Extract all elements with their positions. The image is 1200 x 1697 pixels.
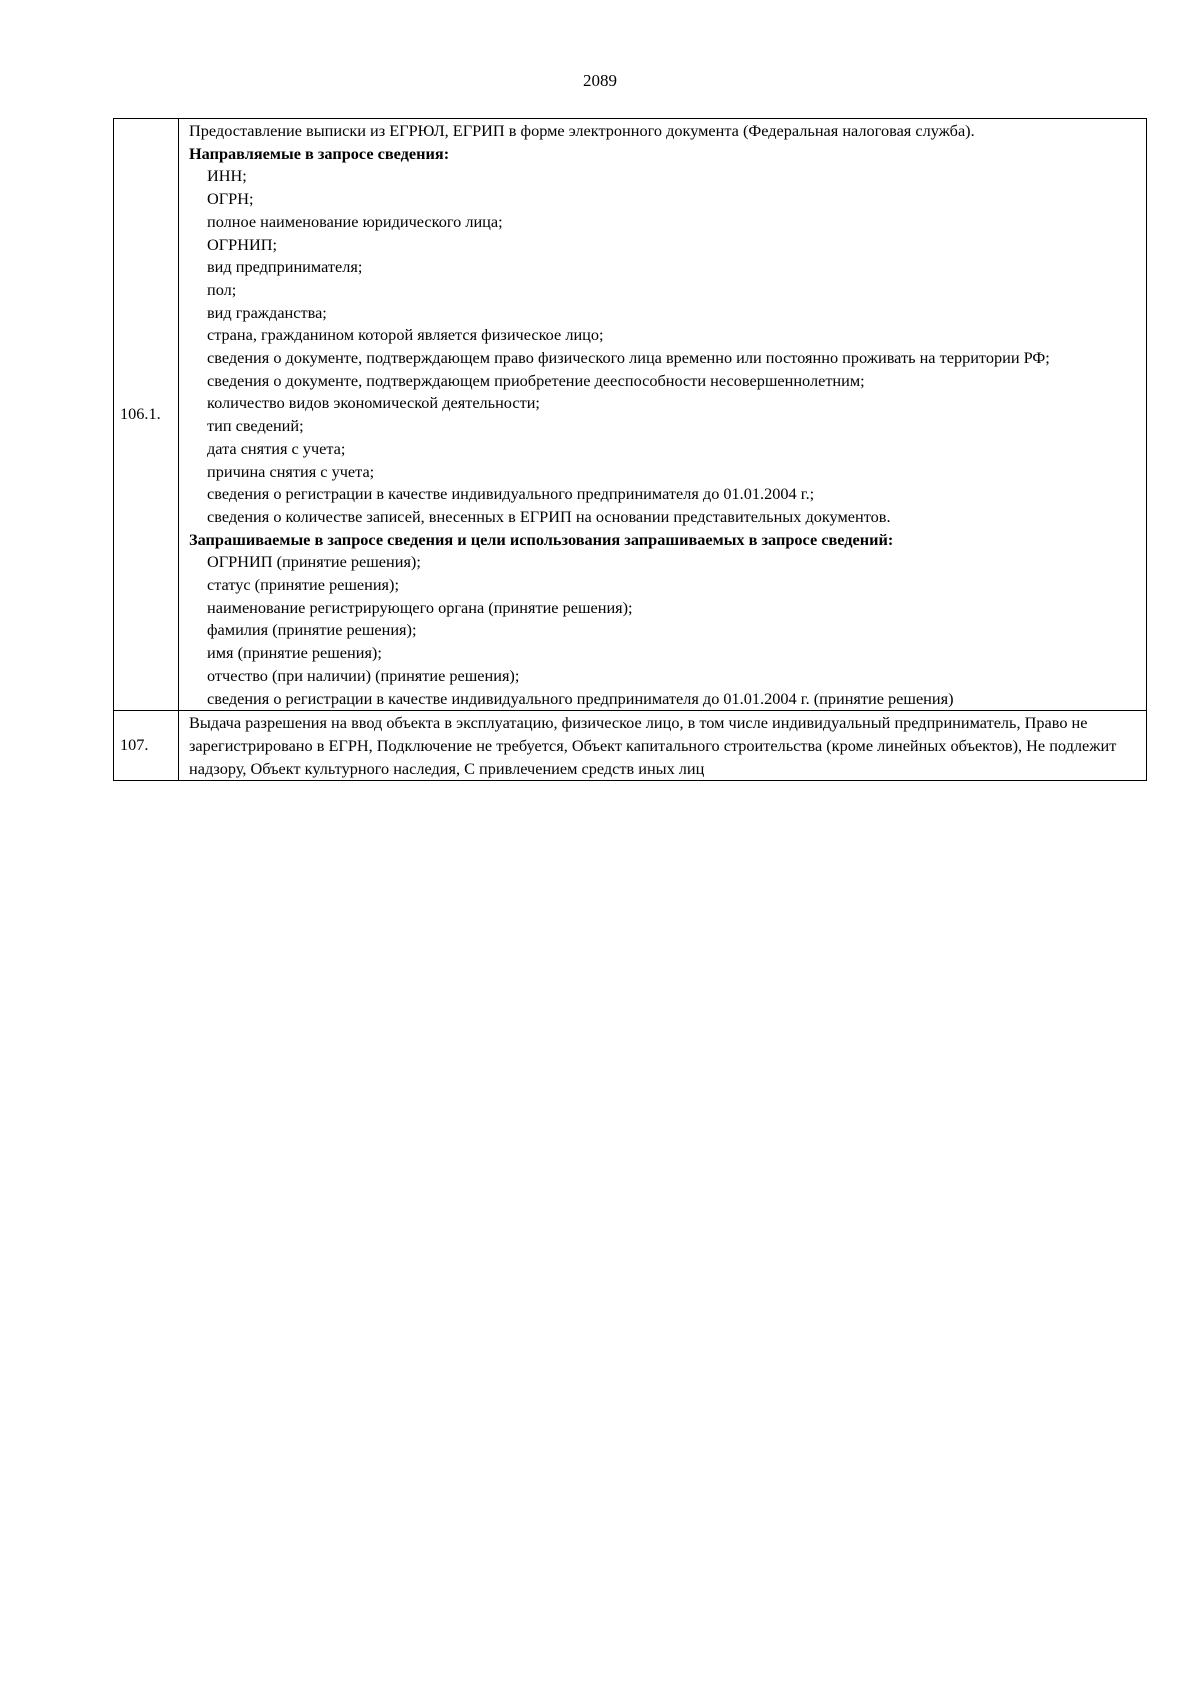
- list-item: отчество (при наличии) (принятие решения);: [207, 665, 520, 685]
- service-title: Предоставление выписки из ЕГРЮЛ, ЕГРИП в форме электронного документа (Федеральная налоговая служба).: [189, 121, 975, 140]
- row-number: 106.1.: [114, 119, 179, 711]
- list-item: сведения о регистрации в качестве индивидуального предпринимателя до 01.01.2004 г.;: [207, 484, 815, 504]
- list-item: сведения о количестве записей, внесенных в ЕГРИП на основании представительных документов.: [207, 506, 891, 526]
- list-item: статус (принятие решения);: [207, 575, 399, 595]
- list-item: вид гражданства;: [207, 302, 327, 322]
- services-table: [113, 118, 1147, 781]
- row-content: [179, 119, 1147, 711]
- requested-heading: Запрашиваемые в запросе сведения и цели использования запрашиваемых в запросе сведений:: [189, 529, 894, 549]
- list-item: сведения о документе, подтверждающем право физического лица временно или постоянно проживать на территории РФ;: [207, 348, 1050, 368]
- page-number: 2089: [583, 71, 617, 90]
- list-item: ОГРНИП (принятие решения);: [207, 552, 421, 572]
- list-item: тип сведений;: [207, 416, 304, 436]
- list-item: полное наименование юридического лица;: [207, 211, 503, 231]
- table-row: [114, 119, 1147, 711]
- row-number: 107.: [114, 711, 179, 781]
- list-item: пол;: [207, 279, 237, 299]
- list-item: ИНН;: [207, 166, 247, 186]
- list-item: сведения о регистрации в качестве индивидуального предпринимателя до 01.01.2004 г. (принятие решения): [207, 688, 954, 708]
- list-item: количество видов экономической деятельности;: [207, 393, 540, 413]
- table-row: [114, 711, 1147, 781]
- list-item: ОГРНИП;: [207, 234, 278, 254]
- list-item: ОГРН;: [207, 189, 254, 209]
- list-item: имя (принятие решения);: [207, 643, 382, 663]
- list-item: страна, гражданином которой является физическое лицо;: [207, 325, 604, 345]
- list-item: вид предпринимателя;: [207, 257, 363, 277]
- service-title: Выдача разрешения на ввод объекта в эксплуатацию, физическое лицо, в том числе индивидуальный предприниматель, Право не зарегистрировано в ЕГРН, Подключение не требуется, Объект капитального строительства (кроме линейных объектов), Не подлежит надзору, Объект культурного наследия, С привлечением средств иных лиц: [189, 713, 1117, 778]
- list-item: причина снятия с учета;: [207, 461, 375, 481]
- list-item: фамилия (принятие решения);: [207, 620, 417, 640]
- list-item: сведения о документе, подтверждающем приобретение дееспособности несовершеннолетним;: [207, 370, 865, 390]
- sent-heading: Направляемые в запросе сведения:: [189, 143, 450, 163]
- list-item: дата снятия с учета;: [207, 438, 346, 458]
- list-item: наименование регистрирующего органа (принятие решения);: [207, 597, 633, 617]
- row-content: [179, 711, 1147, 781]
